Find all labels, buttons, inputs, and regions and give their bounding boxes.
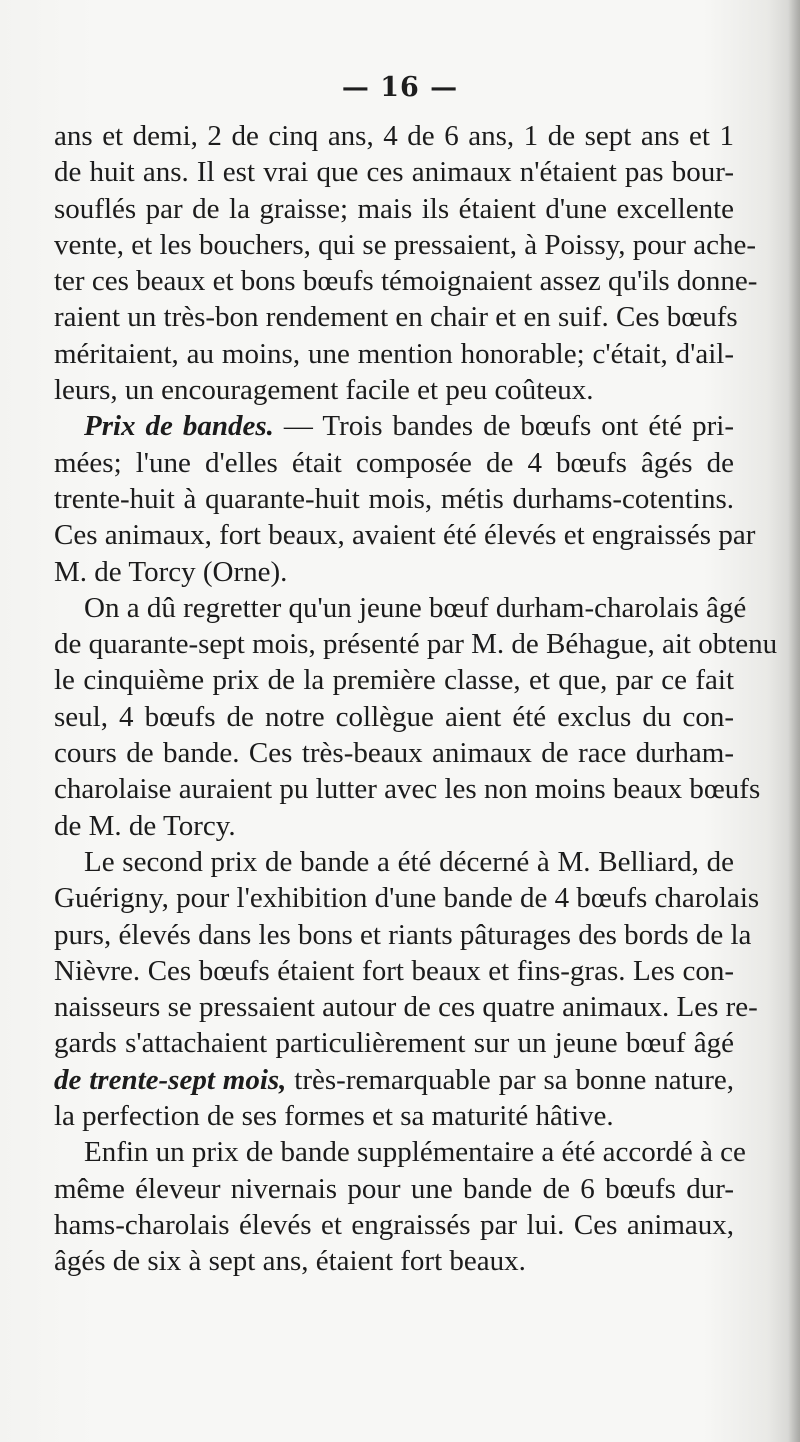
text-segment: ans et demi, 2 de cinq ans, 4 de 6 ans, 1 de sept ans et 1	[54, 120, 734, 152]
text-segment: de M. de Torcy.	[54, 809, 236, 842]
text-line	[54, 227, 756, 263]
text-line	[54, 590, 747, 626]
italic-phrase: de trente-sept mois,	[54, 1063, 287, 1096]
text-line	[54, 118, 734, 154]
text-line	[54, 917, 752, 953]
text-segment: leurs, un encouragement facile et peu coûteux.	[54, 374, 594, 407]
text-line	[54, 1025, 734, 1061]
text-segment: raient un très-bon rendement en chair et en suif. Ces bœufs	[54, 301, 738, 334]
text-segment: Enfin un prix de bande supplémentaire a été accordé à ce	[84, 1136, 746, 1169]
text-line	[54, 953, 734, 989]
text-line	[54, 554, 734, 590]
text-line	[54, 517, 756, 553]
text-segment: On a dû regretter qu'un jeune bœuf durham-charolais âgé	[84, 591, 747, 624]
text-segment: charolaise auraient pu lutter avec les non moins beaux bœufs	[54, 773, 761, 806]
text-line	[54, 372, 734, 408]
text-line	[54, 1207, 734, 1243]
text-line	[54, 336, 734, 372]
text-line	[54, 1243, 734, 1279]
page-number: — 16 —	[341, 72, 459, 103]
text-line	[54, 699, 734, 735]
text-segment: très-remarquable par sa bonne nature,	[286, 1063, 734, 1096]
text-line	[54, 771, 761, 807]
text-segment: de huit ans. Il est vrai que ces animaux n'étaient pas bour-	[54, 156, 734, 189]
text-line	[54, 154, 734, 190]
italic-phrase: Prix de bandes.	[84, 410, 274, 443]
text-segment: le cinquième prix de la première classe, et que, par ce fait	[54, 664, 734, 697]
text-line	[54, 1134, 746, 1170]
text-line	[54, 1062, 734, 1098]
text-segment: hams-charolais élevés et engraissés par lui. Ces animaux,	[54, 1208, 734, 1241]
text-segment: Le second prix de bande a été décerné à M. Belliard, de	[84, 845, 734, 878]
text-line	[54, 299, 738, 335]
text-line	[54, 844, 734, 880]
text-segment: cours de bande. Ces très-beaux animaux de race durham-	[54, 737, 734, 770]
text-segment: ter ces beaux et bons bœufs témoignaient assez qu'ils donne-	[54, 265, 758, 298]
text-segment: M. de Torcy (Orne).	[54, 555, 288, 588]
text-segment: naisseurs se pressaient autour de ces quatre animaux. Les re-	[54, 991, 758, 1024]
text-segment: âgés de six à sept ans, étaient fort beaux.	[54, 1245, 526, 1278]
text-line	[54, 1098, 734, 1134]
text-segment: Guérigny, pour l'exhibition d'une bande de 4 bœufs charolais	[54, 882, 760, 915]
text-segment: la perfection de ses formes et sa maturité hâtive.	[54, 1100, 614, 1133]
text-segment: Nièvre. Ces bœufs étaient fort beaux et fins-gras. Les con-	[54, 954, 734, 987]
text-segment: mées; l'une d'elles était composée de 4 bœufs âgés de	[54, 446, 734, 479]
text-segment: souflés par de la graisse; mais ils étaient d'une excellente	[54, 192, 734, 225]
text-line	[54, 263, 758, 299]
page-gutter-shadow	[788, 0, 800, 1442]
text-segment: — Trois bandes de bœufs ont été pri-	[273, 410, 734, 443]
text-segment: même éleveur nivernais pour une bande de 6 bœufs dur-	[54, 1172, 734, 1205]
text-segment: seul, 4 bœufs de notre collègue aient été exclus du con-	[54, 700, 734, 733]
text-line	[54, 445, 734, 481]
text-line	[54, 626, 778, 662]
text-segment: purs, élevés dans les bons et riants pâturages des bords de la	[54, 918, 752, 951]
text-line	[54, 662, 734, 698]
text-segment: méritaient, au moins, une mention honorable; c'était, d'ail-	[54, 337, 734, 370]
text-line	[54, 735, 734, 771]
text-segment: Ces animaux, fort beaux, avaient été élevés et engraissés par	[54, 519, 756, 552]
text-line	[54, 408, 734, 444]
text-line	[54, 808, 734, 844]
text-line	[54, 989, 758, 1025]
text-segment: trente-huit à quarante-huit mois, métis durhams-cotentins.	[54, 482, 734, 515]
text-line	[54, 1171, 734, 1207]
text-line	[54, 880, 760, 916]
text-segment: de quarante-sept mois, présenté par M. de Béhague, ait obtenu	[54, 628, 778, 661]
text-line	[54, 481, 734, 517]
text-segment: vente, et les bouchers, qui se pressaient, à Poissy, pour ache-	[54, 228, 756, 261]
text-segment: gards s'attachaient particulièrement sur un jeune bœuf âgé	[54, 1027, 734, 1060]
text-line	[54, 191, 734, 227]
body-text	[54, 118, 778, 1280]
